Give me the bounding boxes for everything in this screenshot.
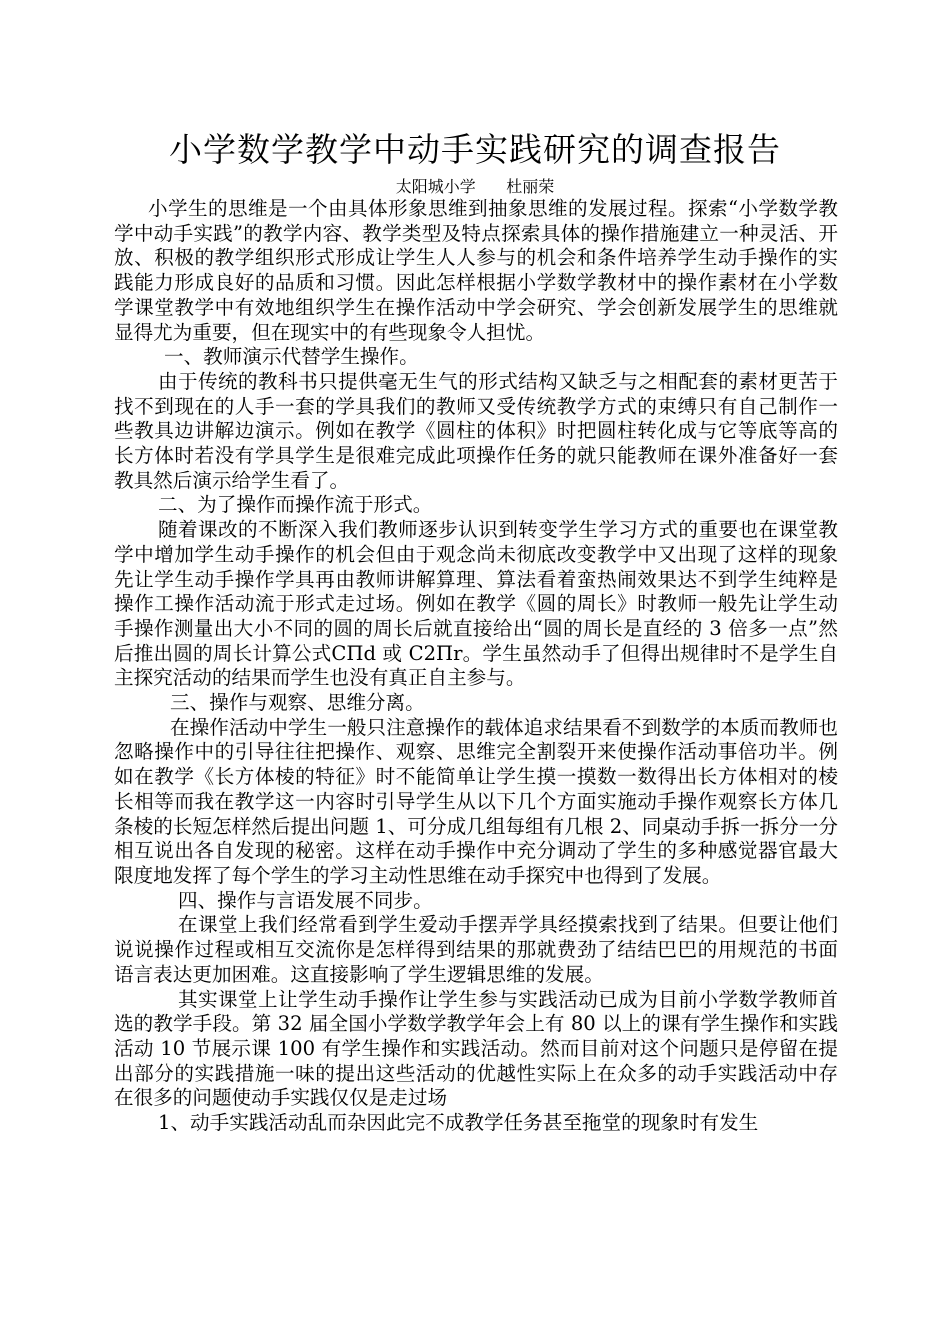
paragraph-section-2: 随着课改的不断深入我们教师逐步认识到转变学生学习方式的重要也在课堂教学中增加学生动手操作的机会但由于观念尚未彻底改变教学中又出现了这样的现象先让学生动手操作学具再由教师讲解算理、算法看着蛮热闹效果达不到学生纯粹是操作工操作活动流于形式走过场。例如在教学《圆的周长》时教师一般先让学生动手操作测量出大小不同的圆的周长后就直接给出“圆的周长是直经的 3 倍多一点”然后推出圆的周长计算公式CΠd 或 C2Πr。学生虽然动手了但得出规律时不是学生自主探究活动的结果而学生也没有真正自主参与。 xyxy=(114,518,838,690)
section-heading-2: 二、为了操作而操作流于形式。 xyxy=(158,493,433,517)
section-heading-1: 一、教师演示代替学生操作。 xyxy=(164,345,419,369)
paragraph-summary: 其实课堂上让学生动手操作让学生参与实践活动已成为目前小学数学教师首选的教学手段。第 32 届全国小学数学教学年会上有 80 以上的课有学生操作和实践活动 10 节展示课 100 有学生操作和实践活动。然而目前对这个问题只是停留在提出部分的实践措施一味的提出这些活动的优越性实际上在众多的动手实践活动中存在很多的问题使动手实践仅仅是走过场 xyxy=(114,987,838,1110)
author-line: 太阳城小学 杜丽荣 xyxy=(395,177,555,196)
paragraph-intro: 小学生的思维是一个由具体形象思维到抽象思维的发展过程。探索“小学数学教学中动手实践”的教学内容、教学类型及特点探索具体的操作措施建立一种灵活、开放、积极的教学组织形式形成让学生人人参与的机会和条件培养学生动手操作的实践能力形成良好的品质和习惯。因此怎样根据小学数学教材中的操作素材在小学数学课堂教学中有效地组织学生在操作活动中学会研究、学会创新发展学生的思维就显得尤为重要，但在现实中的有些现象令人担忧。 xyxy=(114,197,838,344)
document-body xyxy=(114,197,838,1136)
section-heading-3: 三、操作与观察、思维分离。 xyxy=(170,691,425,715)
paragraph-section-3: 在操作活动中学生一般只注意操作的载体追求结果看不到数学的本质而教师也忽略操作中的引导往往把操作、观察、思维完全割裂开来使操作活动事倍功半。例如在教学《长方体棱的特征》时不能简单让学生摸一摸数一数得出长方体相对的棱长相等而我在教学这一内容时引导学生从以下几个方面实施动手操作观察长方体几条棱的长短怎样然后提出问题 1、可分成几组每组有几根 2、同桌动手拆一拆分一分相互说出各自发现的秘密。这样在动手操作中充分调动了学生的多种感觉器官最大限度地发挥了每个学生的学习主动性思维在动手探究中也得到了发展。 xyxy=(114,715,838,887)
paragraph-section-1: 由于传统的教科书只提供毫无生气的形式结构又缺乏与之相配套的素材更苦于找不到现在的人手一套的学具我们的教师又受传统教学方式的束缚只有自己制作一些教具边讲解边演示。例如在教学《圆柱的体积》时把圆柱转化成与它等底等高的长方体时若没有学具学生是很难完成此项操作任务的就只能教师在课外准备好一套教具然后演示给学生看了。 xyxy=(114,369,838,492)
paragraph-point-1: 1、动手实践活动乱而杂因此完不成教学任务甚至拖堂的现象时有发生 xyxy=(158,1111,759,1135)
section-heading-4: 四、操作与言语发展不同步。 xyxy=(178,888,433,912)
paragraph-section-4: 在课堂上我们经常看到学生爱动手摆弄学具经摸索找到了结果。但要让他们说说操作过程或相互交流你是怎样得到结果的那就费劲了结结巴巴的用规范的书面语言表达更加困难。这直接影响了学生逻辑思维的发展。 xyxy=(114,913,838,986)
document-title: 小学数学教学中动手实践研究的调查报告 xyxy=(169,130,781,169)
